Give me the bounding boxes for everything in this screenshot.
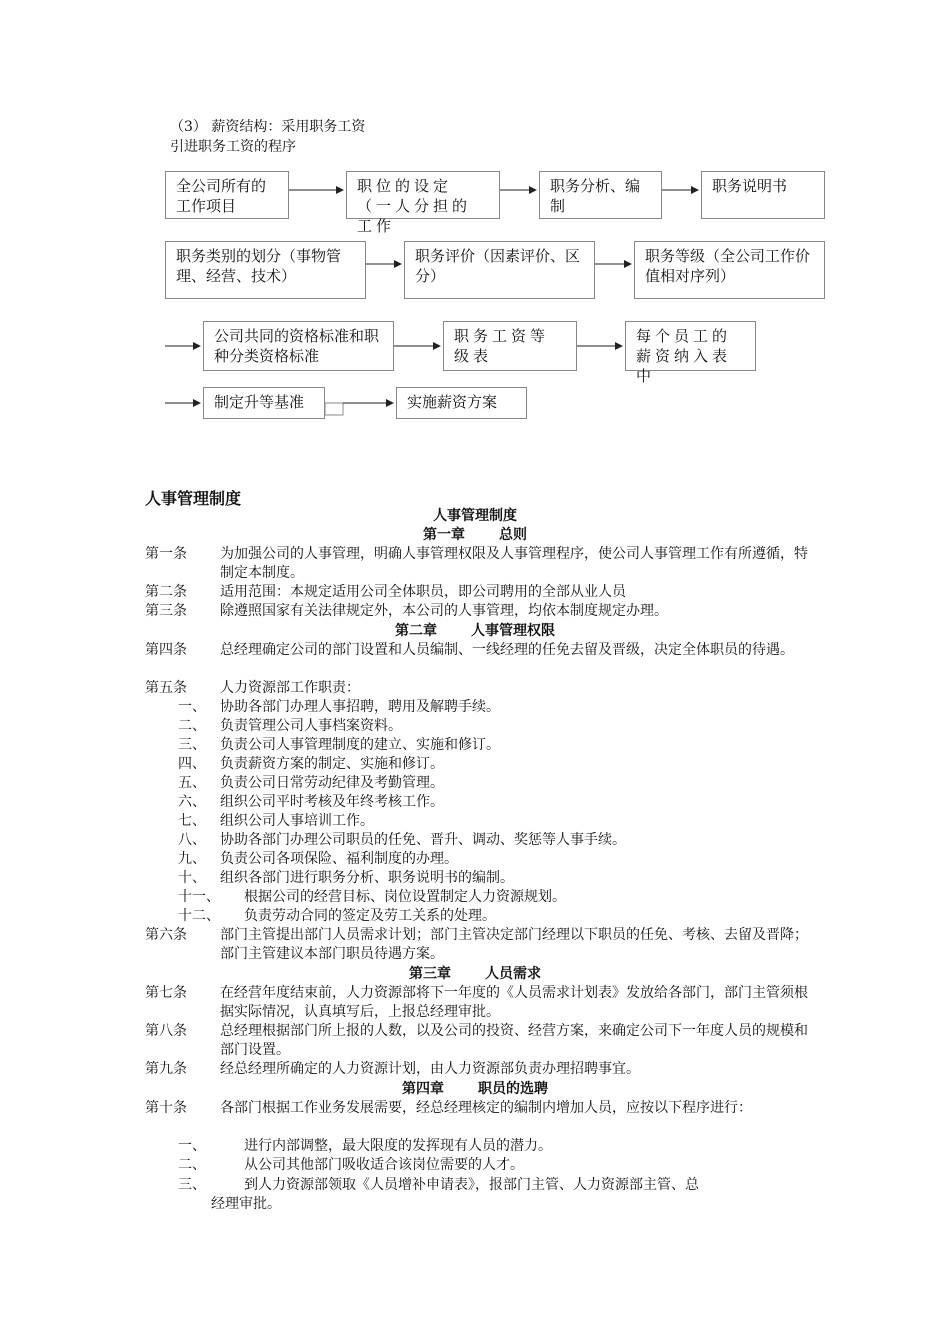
flow-box: 公司共同的资格标准和职种分类资格标准 <box>203 321 394 371</box>
connector-box <box>325 403 343 415</box>
flow-box: 实施薪资方案 <box>396 387 527 419</box>
flow-box: 每个员工的薪资纳入表中 <box>625 321 756 371</box>
flow-box: 制定升等基准 <box>203 387 325 419</box>
flow-box: 职务等级（全公司工作价值相对序列） <box>634 241 825 299</box>
chapter-heading: 第二章 人事管理权限 <box>395 623 555 639</box>
document-page: （3） 薪资结构：采用职务工资 引进职务工资的程序 全公司所有的工作项目 职位的设定（一人分担的工作 职务分析、编制 职务说明书 职务类别的划分（事物管理、经营、技术） 职务评价（因素评价、区分） 职务等级（全公司工作价值相对序列） 公司共同的资格标准和职种分类资格标准 职务工资等级表 每个员工的薪资纳入表中 制定升等基准 实施薪资方案 人事管理制度 人事管理制度 第一章 总则 第一条 为加强公司的人事管理，明确人事管理权限及人事管理程序，使公司人事管理工作有所遵循，特制定本制度。 第二条 适用范围：本规定适用公司全体职员，即公司聘用的全部从业人员 第三条 除遵照国家有关法律规定外，本公司的人事管理，均依本制度规定办理。 第二章 人事管理权限 第四条 总经理确定公司的部门设置和人员编制、一线经理的任免去留及晋级，决定全体职员的待遇。 第五条 人力资源部工作职责： 一、 协助各部门办理人事招聘，聘用及解聘手续。 二、 负责管理公司人事档案资料。 三、 负责公司人事管理制度的建立、实施和修订。 四、 负责薪资方案的制定、实施和修订。 五、 负责公司日常劳动纪律及考勤管理。 六、 组织公司平时考核及年终考核工作。 七、 组织公司人事培训工作。 八、 协助各部门办理公司职员的任免、晋升、调动、奖惩等人事手续。 九、 负责公司各项保险、福利制度的办理。 十、 组织各部门进行职务分析、职务说明书的编制。 十一、 根据公司的经营目标、岗位设置制定人力资源规划。 十二、 负责劳动合同的签定及劳工关系的处理。 第六条 部门主管提出部门人员需求计划；部门主管决定部门经理以下职员的任免、考核、去留及晋降；部门主管建议本部门职员待遇方案。 第三章 人员需求 第七条 在经营年度结束前，人力资源部将下一年度的《人员需求计划表》发放给各部门，部门主管须根据实际情况，认真填写后，上报总经理审批。 第八条 总经理根据部门所上报的人数，以及公司的投资、经营方案，来确定公司下一年度人员的规模和部门设置。 第九条 经总经理所确定的人力资源计划，由人力资源部负责办理招聘事宜。 第四章 职员的选聘 第十条 各部门根据工作业务发展需要，经总经理核定的编制内增加人员，应按以下程序进行： 一、 进行内部调整，最大限度的发挥现有人员的潜力。 二、 从公司其他部门吸收适合该岗位需要的人才。 三、 到人力资源部领取《人员增补申请表》，报部门主管、人力资源部主管、总 经理审批。 <box>0 0 950 1344</box>
chapter-heading: 第四章 职员的选聘 <box>402 1081 548 1097</box>
flow-box: 职务工资等级表 <box>443 321 577 371</box>
flow-box: 职位的设定（一人分担的工作 <box>346 171 500 219</box>
salary-structure-line: （3） 薪资结构：采用职务工资 <box>170 119 366 135</box>
procedure-title: 引进职务工资的程序 <box>170 139 296 155</box>
flow-box: 全公司所有的工作项目 <box>165 171 289 219</box>
flow-box: 职务分析、编制 <box>539 171 662 219</box>
flow-box: 职务评价（因素评价、区分） <box>404 241 595 299</box>
flow-box: 职务类别的划分（事物管理、经营、技术） <box>165 241 366 299</box>
flow-box: 职务说明书 <box>701 171 825 219</box>
chapter-heading: 第三章 人员需求 <box>409 966 541 982</box>
document-title: 人事管理制度 <box>433 508 517 524</box>
section-heading: 人事管理制度 <box>145 489 242 508</box>
chapter-heading: 第一章 总则 <box>423 527 527 543</box>
